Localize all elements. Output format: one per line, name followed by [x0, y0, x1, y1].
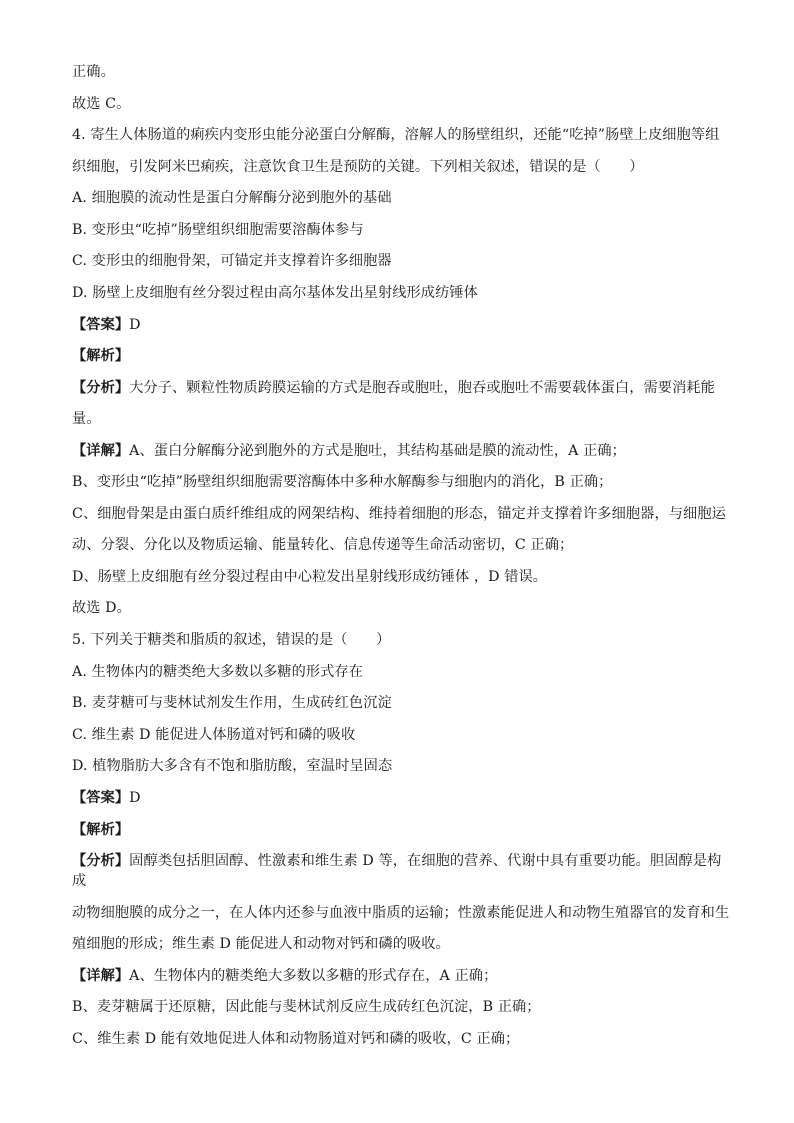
- detail-line: B、变形虫“吃掉”肠壁组织细胞需要溶酶体中多种水解酶参与细胞内的消化，B 正确；: [72, 474, 613, 491]
- detail-paragraph: [72, 504, 732, 555]
- analysis-line: 量。: [72, 411, 101, 428]
- question-stem-line: 织细胞，引发阿米巴痢疾，注意饮食卫生是预防的关键。下列相关叙述，错误的是（ ）: [72, 158, 644, 175]
- question-stem-line: 4. 寄生人体肠道的痢疾内变形虫能分泌蛋白分解酶，溶解人的肠壁组织，还能“吃掉”肠壁上皮细胞等组: [72, 127, 720, 144]
- option-d: D. 植物脂肪大多含有不饱和脂肪酸，室温时呈固态: [72, 758, 393, 775]
- detail-tag: 【详解】: [72, 967, 130, 984]
- select-line: 故选 D。: [72, 600, 131, 617]
- option-b: B. 麦芽糖可与斐林试剂发生作用，生成砖红色沉淀: [72, 695, 392, 712]
- analysis-tag: 【分析】: [72, 853, 130, 870]
- text-line: 正确。: [72, 64, 115, 80]
- option-a: A. 细胞膜的流动性是蛋白分解酶分泌到胞外的基础: [72, 190, 392, 207]
- analysis-heading: 【解析】: [72, 821, 130, 838]
- detail-line: 动、分裂、分化以及物质运输、能量转化、信息传递等生命活动密切，C 正确；: [72, 537, 574, 554]
- answer-tag: 【答案】: [72, 316, 130, 333]
- option-a: A. 生物体内的糖类绝大多数以多糖的形式存在: [72, 663, 364, 680]
- option-c: C. 变形虫的细胞骨架，可锚定并支撑着许多细胞器: [72, 253, 392, 270]
- analysis-line: 动物细胞膜的成分之一，在人体内还参与血液中脂质的运输；性激素能促进人和动物生殖器官的发育和生: [72, 904, 730, 921]
- question-5-stem: 5. 下列关于糖类和脂质的叙述，错误的是（ ）: [72, 632, 391, 649]
- analysis-line: 【分析】大分子、颗粒性物质跨膜运输的方式是胞吞或胞吐，胞吞或胞吐不需要载体蛋白，需要消耗能: [72, 379, 715, 396]
- option-b: B. 变形虫“吃掉”肠壁组织细胞需要溶酶体参与: [72, 221, 364, 238]
- answer-value: D: [129, 316, 141, 333]
- detail-tag: 【详解】: [72, 442, 130, 459]
- detail-line: C、维生素 D 能有效地促进人体和动物肠道对钙和磷的吸收，C 正确；: [72, 1030, 520, 1047]
- analysis-heading: 【解析】: [72, 348, 130, 365]
- answer-line: [72, 788, 732, 808]
- detail-line: D、肠壁上皮细胞有丝分裂过程由中心粒发出星射线形成纺锤体 ，D 错误。: [72, 568, 548, 585]
- answer-line: [72, 315, 732, 335]
- answer-tag: 【答案】: [72, 790, 130, 807]
- analysis-paragraph: [72, 378, 732, 429]
- answer-value: D: [129, 790, 141, 807]
- text-line: 故选 C。: [72, 95, 131, 112]
- analysis-line: 殖细胞的形成；维生素 D 能促进人和动物对钙和磷的吸收。: [72, 936, 450, 953]
- analysis-paragraph: [72, 851, 732, 954]
- option-d: D. 肠壁上皮细胞有丝分裂过程由高尔基体发出星射线形成纺锤体: [72, 284, 478, 301]
- detail-line: 【详解】A、生物体内的糖类绝大多数以多糖的形式存在，A 正确；: [72, 967, 498, 984]
- question-4-stem: [72, 125, 732, 176]
- analysis-line: 【分析】固醇类包括胆固醇、性激素和维生素 D 等，在细胞的营养、代谢中具有重要功能。胆固醇是构成: [72, 853, 722, 890]
- option-c: C. 维生素 D 能促进人体肠道对钙和磷的吸收: [72, 726, 356, 743]
- detail-line: 【详解】A、蛋白分解酶分泌到胞外的方式是胞吐，其结构基础是膜的流动性，A 正确；: [72, 442, 626, 459]
- detail-line: C、细胞骨架是由蛋白质纤维组成的网架结构、维持着细胞的形态，锚定并支撑着许多细胞器，与细胞运: [72, 505, 726, 522]
- analysis-tag: 【分析】: [72, 379, 130, 396]
- detail-line: B、麦芽糖属于还原糖，因此能与斐林试剂反应生成砖红色沉淀，B 正确；: [72, 999, 541, 1016]
- document-page: [72, 62, 732, 1060]
